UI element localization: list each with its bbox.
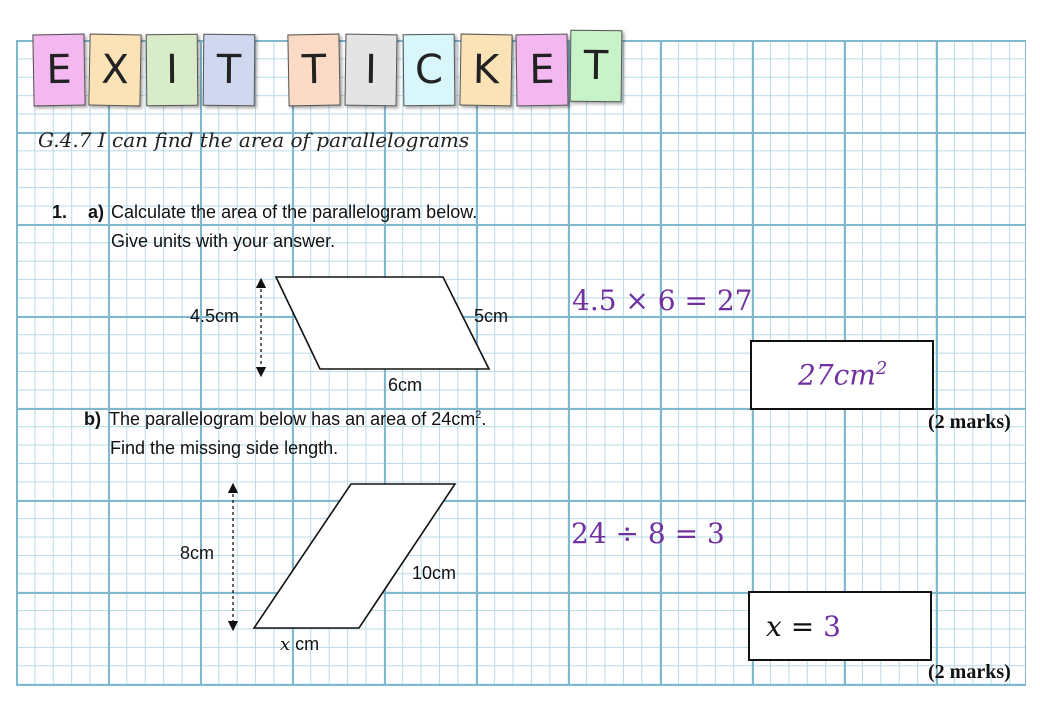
title-letter-tile: X [88, 34, 141, 107]
learning-objective: G.4.7 I can find the area of parallelograms [38, 128, 470, 152]
side-label-a: 5cm [474, 306, 509, 326]
answer-a [798, 358, 887, 391]
base-variable-b: x [280, 634, 291, 655]
answer-b-equals: = [781, 610, 824, 643]
part-b-line1-suffix: . [481, 409, 487, 429]
part-a-instruction-line2: Give units with your answer. [111, 231, 336, 251]
answer-b-value: 3 [823, 610, 841, 643]
answer-a-value: 27cm [798, 358, 876, 392]
part-a-instruction-line1: Calculate the area of the parallelogram below. [111, 202, 478, 222]
parallelogram-b [254, 484, 455, 628]
part-b-label: b) [84, 409, 101, 429]
side-label-b: 10cm [412, 563, 457, 583]
title-letter-tile: C [403, 34, 456, 107]
working-a: 4.5 × 6 = 27 [572, 284, 753, 317]
title-letter-tile: T [287, 34, 340, 107]
title-letter-tile: K [459, 34, 512, 107]
base-label-b [280, 634, 319, 655]
working-b: 24 ÷ 8 = 3 [571, 517, 725, 550]
part-b-instruction-line1 [109, 409, 486, 430]
base-unit-b: cm [290, 634, 320, 654]
question-number: 1. [52, 202, 68, 222]
title-letter-tile: T [570, 30, 623, 103]
marks-a: (2 marks) [928, 411, 1011, 433]
part-b-line1-exponent: 2 [475, 409, 482, 421]
marks-b: (2 marks) [928, 661, 1011, 683]
part-b-line1-text: The parallelogram below has an area of 24cm [109, 409, 476, 429]
part-a-label: a) [88, 202, 105, 222]
parallelogram-a [276, 277, 489, 369]
title-letter-tile: I [344, 34, 397, 107]
height-label-a: 4.5cm [190, 306, 240, 326]
part-b-instruction-line2: Find the missing side length. [110, 438, 339, 458]
base-label-a: 6cm [388, 375, 423, 395]
title-letter-tile: E [515, 34, 568, 107]
title-letter-tile: E [32, 34, 85, 107]
title-letter-tile: I [146, 34, 199, 106]
answer-a-exponent: 2 [875, 358, 888, 379]
answer-b-variable: x [766, 610, 782, 643]
answer-b [766, 610, 841, 643]
height-label-b: 8cm [180, 543, 215, 563]
title-letter-tile: T [203, 34, 256, 106]
